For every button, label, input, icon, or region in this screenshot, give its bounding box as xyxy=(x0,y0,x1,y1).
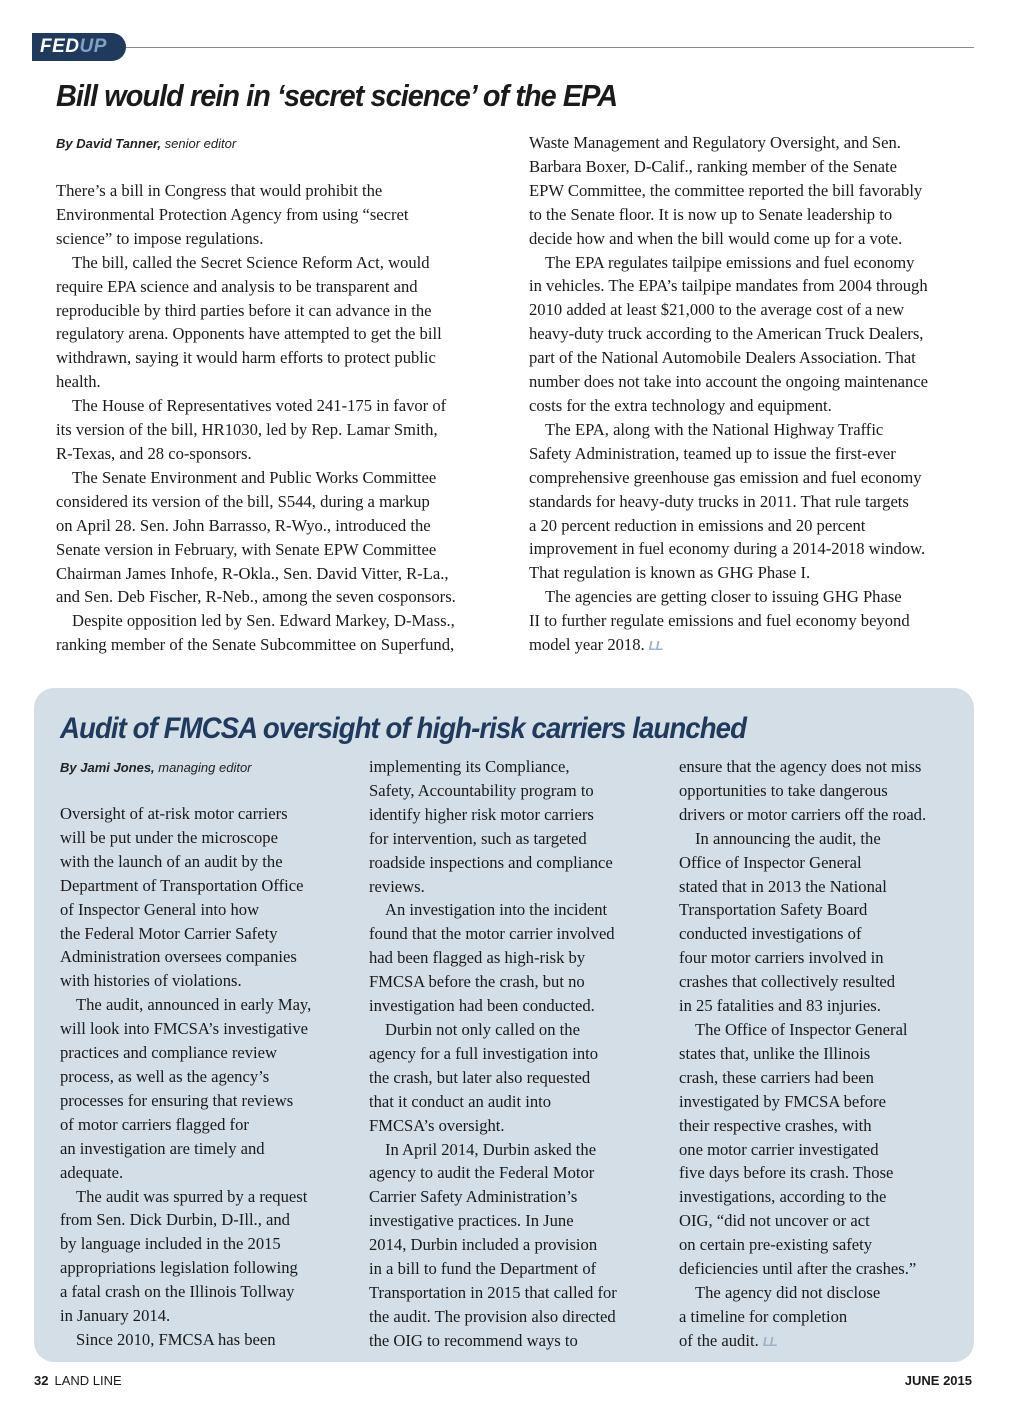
text-line xyxy=(369,1305,617,1329)
text-line xyxy=(369,1233,617,1257)
text-line-content: will look into FMCSA’s investigative xyxy=(60,1019,309,1039)
text-line-content: one motor carrier investigated xyxy=(679,1139,879,1159)
text-line-content: number does not take into account the ongoing maintenance xyxy=(529,372,929,392)
text-line xyxy=(529,203,928,227)
publication-name: LAND LINE xyxy=(54,1373,122,1388)
article1-author: By David Tanner, xyxy=(56,136,161,151)
text-line xyxy=(60,1304,311,1328)
text-line xyxy=(369,1257,617,1281)
text-line xyxy=(529,418,928,442)
text-line xyxy=(56,466,456,490)
text-line xyxy=(369,779,617,803)
end-mark-icon: LL xyxy=(648,638,663,654)
text-line-content: in January 2014. xyxy=(60,1306,171,1326)
text-line-content: deficiencies until after the crashes.” xyxy=(679,1259,917,1279)
text-line xyxy=(56,179,456,203)
text-line-content: Transportation in 2015 that called for xyxy=(369,1282,617,1302)
text-line-content: The House of Representatives voted 241-175 in favor of xyxy=(72,396,447,416)
text-line-content: The Office of Inspector General xyxy=(695,1019,908,1039)
text-line-content: part of the National Automobile Dealers Association. That xyxy=(529,348,916,368)
text-line xyxy=(56,251,456,275)
text-line xyxy=(529,537,928,561)
text-line xyxy=(529,633,928,658)
text-line-content: four motor carriers involved in xyxy=(679,948,884,968)
text-line-content: The agency did not disclose xyxy=(695,1282,881,1302)
text-line-content: costs for the extra technology and equipment. xyxy=(529,395,832,415)
text-line xyxy=(369,1114,617,1138)
text-line-content: standards for heavy-duty trucks in 2011. That rule targets xyxy=(529,491,909,511)
text-line xyxy=(60,922,311,946)
text-line-content: An investigation into the incident xyxy=(385,900,608,920)
text-line xyxy=(60,874,311,898)
text-line-content: an investigation are timely and xyxy=(60,1138,265,1158)
text-line xyxy=(369,827,617,851)
text-line-content: a 20 percent reduction in emissions and 20 percent xyxy=(529,515,866,535)
text-line-content: Barbara Boxer, D-Calif., ranking member of the Senate xyxy=(529,156,897,176)
article1-column-2 xyxy=(529,131,928,658)
text-line xyxy=(679,1018,926,1042)
text-line xyxy=(56,299,456,323)
text-line-content: Office of Inspector General xyxy=(679,852,862,872)
text-line-content: with the launch of an audit by the xyxy=(60,851,283,871)
text-line-content: EPW Committee, the committee reported the bill favorably xyxy=(529,180,923,200)
text-line xyxy=(60,1041,311,1065)
text-line-content: states that, unlike the Illinois xyxy=(679,1043,871,1063)
text-line xyxy=(679,1042,926,1066)
text-line xyxy=(60,1328,311,1352)
text-line xyxy=(60,1185,311,1209)
text-line-content: the OIG to recommend ways to xyxy=(369,1330,578,1350)
text-line xyxy=(369,1185,617,1209)
text-line xyxy=(369,1042,617,1066)
text-line-content: drivers or motor carriers off the road. xyxy=(679,804,927,824)
text-line-content: The agencies are getting closer to issuing GHG Phase xyxy=(545,587,902,607)
text-line xyxy=(369,994,617,1018)
text-line xyxy=(529,346,928,370)
text-line-content: processes for ensuring that reviews xyxy=(60,1090,294,1110)
text-line xyxy=(60,1137,311,1161)
text-line-content: Despite opposition led by Sen. Edward Markey, D-Mass., xyxy=(72,611,455,631)
text-line-content: a timeline for completion xyxy=(679,1306,848,1326)
text-line-content: The audit, announced in early May, xyxy=(76,995,312,1015)
text-line xyxy=(369,1209,617,1233)
text-line xyxy=(679,970,926,994)
text-line xyxy=(56,585,456,609)
text-line xyxy=(60,1089,311,1113)
text-line-content: with histories of violations. xyxy=(60,971,242,991)
text-line-content: five days before its crash. Those xyxy=(679,1163,894,1183)
text-line xyxy=(679,898,926,922)
text-line-content: 2010 added at least $21,000 to the average cost of a new xyxy=(529,300,905,320)
text-line-content: investigations, according to the xyxy=(679,1187,887,1207)
text-line xyxy=(679,1257,926,1281)
text-line xyxy=(369,1329,617,1353)
text-line xyxy=(529,131,928,155)
text-line xyxy=(56,538,456,562)
text-line xyxy=(679,1329,926,1354)
text-line-content: process, as well as the agency’s xyxy=(60,1066,270,1086)
text-line xyxy=(60,1161,311,1185)
text-line xyxy=(56,203,456,227)
text-line-content: by language included in the 2015 xyxy=(60,1234,281,1254)
text-line xyxy=(529,179,928,203)
text-line xyxy=(60,969,311,993)
text-line-content: Department of Transportation Office xyxy=(60,875,304,895)
issue-date: JUNE 2015 xyxy=(904,1373,972,1388)
article2-column-3 xyxy=(679,755,926,1354)
text-line xyxy=(529,585,928,609)
text-line xyxy=(369,803,617,827)
text-line xyxy=(679,851,926,875)
text-line xyxy=(369,1018,617,1042)
article1-headline: Bill would rein in ‘secret science’ of the EPA xyxy=(56,78,618,113)
text-line-content: In April 2014, Durbin asked the xyxy=(385,1139,597,1159)
text-line xyxy=(369,1138,617,1162)
text-line xyxy=(60,1256,311,1280)
text-line xyxy=(679,922,926,946)
article1-column-1 xyxy=(56,179,456,657)
text-line xyxy=(679,779,926,803)
text-line-content: had been flagged as high-risk by xyxy=(369,948,586,968)
text-line-content: roadside inspections and compliance xyxy=(369,852,613,872)
text-line xyxy=(529,298,928,322)
article1-byline xyxy=(56,136,236,151)
text-line xyxy=(679,1209,926,1233)
text-line-content: crashes that collectively resulted xyxy=(679,972,896,992)
text-line-content: agency for a full investigation into xyxy=(369,1043,599,1063)
text-line-content: in a bill to fund the Department of xyxy=(369,1259,597,1279)
text-line xyxy=(679,1281,926,1305)
text-line-content: on certain pre-existing safety xyxy=(679,1235,873,1255)
article2-author: By Jami Jones, xyxy=(60,760,155,775)
text-line xyxy=(679,994,926,1018)
text-line xyxy=(369,922,617,946)
text-line xyxy=(679,803,926,827)
text-line xyxy=(369,851,617,875)
section-tag xyxy=(32,33,126,61)
text-line-content: considered its version of the bill, S544, during a markup xyxy=(56,491,430,511)
text-line xyxy=(369,1281,617,1305)
text-line-content: science” to impose regulations. xyxy=(56,228,264,248)
text-line-content: identify higher risk motor carriers xyxy=(369,804,594,824)
text-line xyxy=(679,1305,926,1329)
text-line-content: Safety Administration, teamed up to issue the first-ever xyxy=(529,443,896,463)
text-line xyxy=(60,1208,311,1232)
text-line-content: found that the motor carrier involved xyxy=(369,924,615,944)
text-line xyxy=(56,346,456,370)
text-line xyxy=(529,561,928,585)
text-line-content: Transportation Safety Board xyxy=(679,900,868,920)
text-line xyxy=(56,633,456,657)
text-line xyxy=(56,370,456,394)
page-number: 32 xyxy=(34,1373,49,1388)
text-line xyxy=(369,946,617,970)
text-line-content: FMCSA’s oversight. xyxy=(369,1115,505,1135)
text-line-content: conducted investigations of xyxy=(679,924,862,944)
text-line-content: Carrier Safety Administration’s xyxy=(369,1187,578,1207)
text-line xyxy=(369,1066,617,1090)
text-line-content: will be put under the microscope xyxy=(60,827,278,847)
text-line xyxy=(679,946,926,970)
text-line xyxy=(56,562,456,586)
text-line xyxy=(679,875,926,899)
text-line xyxy=(56,442,456,466)
text-line xyxy=(60,826,311,850)
text-line xyxy=(529,514,928,538)
text-line xyxy=(679,1138,926,1162)
text-line-content: Administration oversees companies xyxy=(60,947,297,967)
text-line xyxy=(679,827,926,851)
text-line-content: reproducible by third parties before it can advance in the xyxy=(56,300,432,320)
text-line-content: That regulation is known as GHG Phase I. xyxy=(529,563,811,583)
text-line xyxy=(60,898,311,922)
text-line xyxy=(60,1113,311,1137)
text-line-content: withdrawn, saying it would harm efforts to protect public xyxy=(56,348,436,368)
text-line-content: appropriations legislation following xyxy=(60,1258,298,1278)
text-line-content: its version of the bill, HR1030, led by Rep. Lamar Smith, xyxy=(56,420,438,440)
text-line-content: ensure that the agency does not miss xyxy=(679,757,922,776)
text-line xyxy=(529,442,928,466)
text-line xyxy=(529,609,928,633)
text-line-content: from Sen. Dick Durbin, D-Ill., and xyxy=(60,1210,290,1230)
text-line xyxy=(60,802,311,826)
text-line-content: of the audit. xyxy=(679,1330,759,1350)
text-line-content: Senate version in February, with Senate EPW Committee xyxy=(56,539,437,559)
text-line-content: of motor carriers flagged for xyxy=(60,1114,249,1134)
text-line xyxy=(679,1185,926,1209)
text-line-content: health. xyxy=(56,372,101,392)
text-line-content: investigated by FMCSA before xyxy=(679,1091,886,1111)
text-line xyxy=(60,1065,311,1089)
text-line-content: adequate. xyxy=(60,1162,124,1182)
text-line-content: Since 2010, FMCSA has been xyxy=(76,1329,276,1349)
text-line-content: agency to audit the Federal Motor xyxy=(369,1163,595,1183)
text-line-content: The audit was spurred by a request xyxy=(76,1186,308,1206)
text-line xyxy=(56,609,456,633)
text-line-content: Oversight of at-risk motor carriers xyxy=(60,804,288,823)
text-line xyxy=(56,394,456,418)
text-line-content: in 25 fatalities and 83 injuries. xyxy=(679,996,881,1016)
text-line xyxy=(56,227,456,251)
text-line-content: the audit. The provision also directed xyxy=(369,1306,616,1326)
text-line-content: for intervention, such as targeted xyxy=(369,828,587,848)
text-line xyxy=(529,466,928,490)
text-line xyxy=(679,1114,926,1138)
text-line-content: a fatal crash on the Illinois Tollway xyxy=(60,1282,295,1302)
text-line-content: There’s a bill in Congress that would prohibit the xyxy=(56,181,383,200)
text-line-content: and Sen. Deb Fischer, R-Neb., among the seven cosponsors. xyxy=(56,587,456,607)
text-line xyxy=(60,993,311,1017)
text-line-content: Durbin not only called on the xyxy=(385,1019,580,1039)
section-tag-part2: UP xyxy=(79,36,107,57)
text-line-content: reviews. xyxy=(369,876,425,896)
page-footer-left xyxy=(34,1373,122,1388)
text-line-content: model year 2018. xyxy=(529,635,645,655)
text-line-content: to the Senate floor. It is now up to Senate leadership to xyxy=(529,204,893,224)
text-line xyxy=(369,898,617,922)
text-line xyxy=(56,418,456,442)
text-line-content: their respective crashes, with xyxy=(679,1115,872,1135)
text-line-content: implementing its Compliance, xyxy=(369,757,570,776)
text-line xyxy=(369,970,617,994)
text-line xyxy=(529,155,928,179)
text-line xyxy=(679,1066,926,1090)
text-line-content: The EPA regulates tailpipe emissions and fuel economy xyxy=(545,252,915,272)
text-line-content: decide how and when the bill would come up for a vote. xyxy=(529,228,903,248)
text-line xyxy=(369,755,617,779)
text-line xyxy=(529,251,928,275)
article2-column-2 xyxy=(369,755,617,1353)
text-line xyxy=(56,490,456,514)
text-line xyxy=(56,275,456,299)
article2-byline xyxy=(60,760,252,775)
text-line-content: comprehensive greenhouse gas emission and fuel economy xyxy=(529,467,922,487)
text-line-content: improvement in fuel economy during a 2014-2018 window. xyxy=(529,539,926,559)
text-line-content: OIG, “did not uncover or act xyxy=(679,1211,870,1231)
text-line-content: the Federal Motor Carrier Safety xyxy=(60,923,278,943)
text-line-content: The EPA, along with the National Highway Traffic xyxy=(545,419,884,439)
text-line xyxy=(60,1280,311,1304)
article2-column-1 xyxy=(60,802,311,1352)
text-line-content: 2014, Durbin included a provision xyxy=(369,1235,598,1255)
text-line-content: opportunities to take dangerous xyxy=(679,780,888,800)
text-line-content: on April 28. Sen. John Barrasso, R-Wyo., introduced the xyxy=(56,515,431,535)
text-line-content: FMCSA before the crash, but no xyxy=(369,972,585,992)
text-line-content: require EPA science and analysis to be transparent and xyxy=(56,276,418,296)
text-line xyxy=(60,850,311,874)
text-line-content: heavy-duty truck according to the American Truck Dealers, xyxy=(529,324,924,344)
text-line xyxy=(529,274,928,298)
text-line-content: of Inspector General into how xyxy=(60,899,260,919)
text-line-content: stated that in 2013 the National xyxy=(679,876,887,896)
text-line xyxy=(60,1232,311,1256)
text-line xyxy=(679,755,926,779)
end-mark-icon: LL xyxy=(762,1333,777,1349)
text-line-content: Waste Management and Regulatory Oversight, and Sen. xyxy=(529,133,901,152)
section-tag-part1: FED xyxy=(40,36,80,57)
text-line xyxy=(679,1233,926,1257)
text-line-content: that it conduct an audit into xyxy=(369,1091,552,1111)
text-line-content: the crash, but later also requested xyxy=(369,1067,591,1087)
text-line xyxy=(56,514,456,538)
text-line-content: practices and compliance review xyxy=(60,1043,277,1063)
text-line-content: The Senate Environment and Public Works Committee xyxy=(72,467,437,487)
header-rule xyxy=(126,47,974,48)
text-line xyxy=(56,322,456,346)
text-line xyxy=(369,1161,617,1185)
article2-headline: Audit of FMCSA oversight of high-risk carriers launched xyxy=(60,712,747,745)
text-line xyxy=(529,394,928,418)
text-line xyxy=(679,1090,926,1114)
text-line xyxy=(369,1090,617,1114)
text-line-content: Safety, Accountability program to xyxy=(369,780,594,800)
text-line xyxy=(529,322,928,346)
text-line-content: investigative practices. In June xyxy=(369,1211,574,1231)
text-line-content: ranking member of the Senate Subcommittee on Superfund, xyxy=(56,635,455,655)
text-line xyxy=(529,370,928,394)
text-line xyxy=(60,1017,311,1041)
text-line xyxy=(679,1161,926,1185)
text-line-content: investigation had been conducted. xyxy=(369,996,595,1016)
text-line-content: Environmental Protection Agency from using “secret xyxy=(56,204,409,224)
article2-author-role: managing editor xyxy=(158,760,252,775)
text-line-content: In announcing the audit, the xyxy=(695,828,881,848)
text-line xyxy=(369,875,617,899)
text-line-content: The bill, called the Secret Science Reform Act, would xyxy=(72,252,430,272)
text-line-content: in vehicles. The EPA’s tailpipe mandates from 2004 through xyxy=(529,276,928,296)
text-line-content: regulatory arena. Opponents have attempted to get the bill xyxy=(56,324,442,344)
text-line xyxy=(529,490,928,514)
text-line-content: crash, these carriers had been xyxy=(679,1067,874,1087)
article1-author-role: senior editor xyxy=(164,136,237,151)
text-line-content: II to further regulate emissions and fuel economy beyond xyxy=(529,611,910,631)
text-line xyxy=(529,227,928,251)
text-line-content: R-Texas, and 28 co-sponsors. xyxy=(56,443,252,463)
text-line xyxy=(60,945,311,969)
text-line-content: Chairman James Inhofe, R-Okla., Sen. David Vitter, R-La., xyxy=(56,563,449,583)
